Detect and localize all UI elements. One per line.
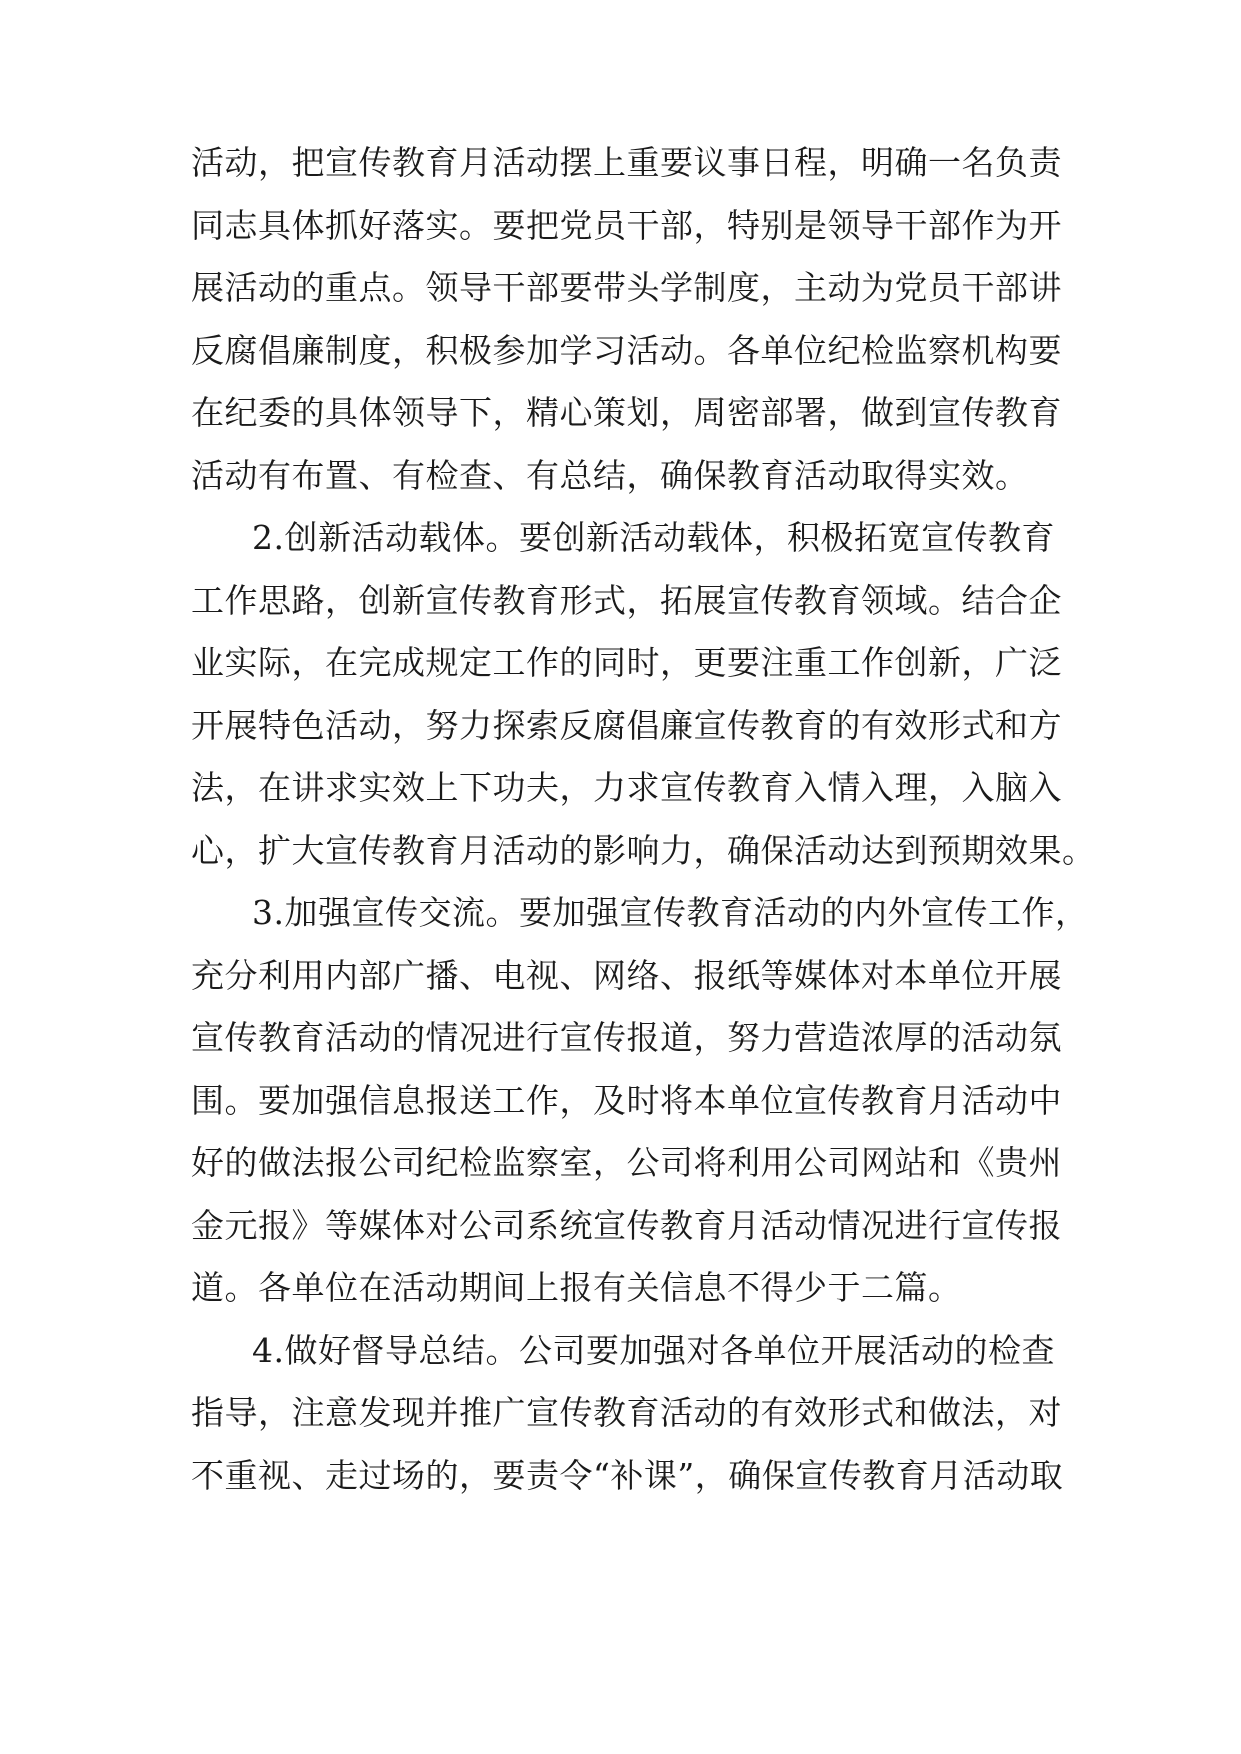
text-line-15: 宣传教育活动的情况进行宣传报道，努力营造浓厚的活动氛 — [191, 1018, 1062, 1057]
text-line-8: 工作思路，创新宣传教育形式，拓展宣传教育领域。结合企 — [191, 581, 1062, 620]
text-line-4: 反腐倡廉制度，积极参加学习活动。各单位纪检监察机构要 — [191, 331, 1062, 370]
text-line-9: 业实际，在完成规定工作的同时，更要注重工作创新，广泛 — [191, 643, 1062, 682]
text-line-11: 法，在讲求实效上下功夫，力求宣传教育入情入理，入脑入 — [191, 768, 1062, 807]
text-line-6: 活动有布置、有检查、有总结，确保教育活动取得实效。 — [191, 456, 1029, 495]
text-line-10: 开展特色活动，努力探索反腐倡廉宣传教育的有效形式和方 — [191, 706, 1062, 745]
text-line-22: 不重视、走过场的，要责令“补课”，确保宣传教育月活动取 — [191, 1456, 1064, 1495]
text-line-1: 活动，把宣传教育月活动摆上重要议事日程，明确一名负责 — [191, 143, 1062, 182]
text-line-20: 4.做好督导总结。公司要加强对各单位开展活动的检查 — [252, 1331, 1055, 1370]
text-line-17: 好的做法报公司纪检监察室，公司将利用公司网站和《贵州 — [191, 1143, 1062, 1182]
text-line-2: 同志具体抓好落实。要把党员干部，特别是领导干部作为开 — [191, 206, 1062, 245]
text-line-7: 2.创新活动载体。要创新活动载体，积极拓宽宣传教育 — [252, 518, 1055, 557]
text-line-18: 金元报》等媒体对公司系统宣传教育月活动情况进行宣传报 — [191, 1206, 1062, 1245]
text-line-21: 指导，注意发现并推广宣传教育活动的有效形式和做法，对 — [191, 1393, 1062, 1432]
text-line-12: 心，扩大宣传教育月活动的影响力，确保活动达到预期效果。 — [191, 831, 1096, 870]
text-line-14: 充分利用内部广播、电视、网络、报纸等媒体对本单位开展 — [191, 956, 1062, 995]
text-line-3: 展活动的重点。领导干部要带头学制度，主动为党员干部讲 — [191, 268, 1062, 307]
text-line-5: 在纪委的具体领导下，精心策划，周密部署，做到宣传教育 — [191, 393, 1062, 432]
text-line-16: 围。要加强信息报送工作，及时将本单位宣传教育月活动中 — [191, 1081, 1062, 1120]
text-line-19: 道。各单位在活动期间上报有关信息不得少于二篇。 — [191, 1268, 962, 1307]
text-line-13: 3.加强宣传交流。要加强宣传教育活动的内外宣传工作， — [252, 893, 1089, 932]
